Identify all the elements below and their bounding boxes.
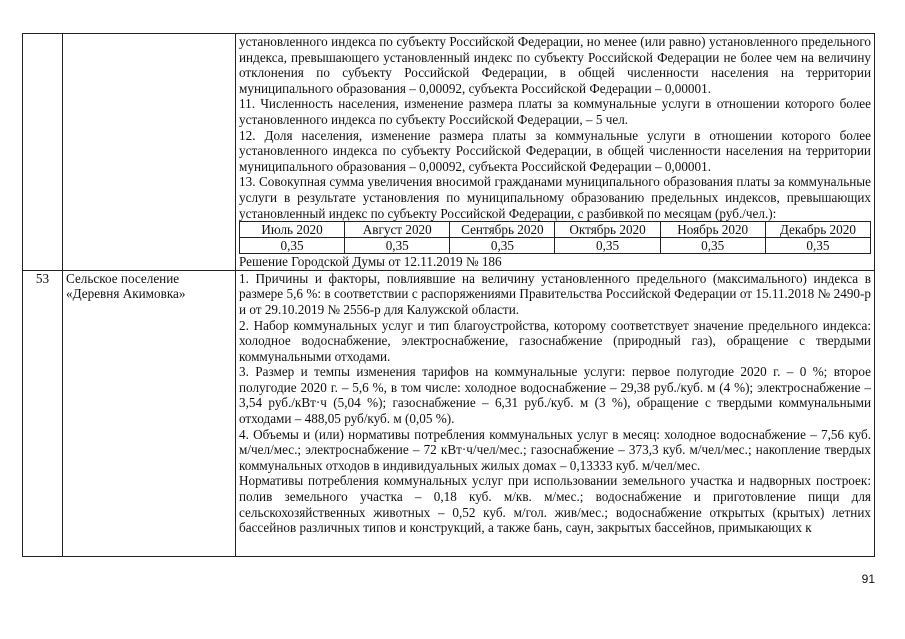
- month-value: 0,35: [555, 238, 660, 254]
- paragraph: 13. Совокупная сумма увеличения вносимой гражданами муниципального образования платы за коммунальные услуги в результате установления по муниципальному образованию предельных индексов, превышающих установленный индекс по субъекту Российской Федерации, с разбивкой по месяцам (руб./чел.):: [239, 174, 871, 221]
- month-value: 0,35: [765, 238, 870, 254]
- month-header: Август 2020: [345, 222, 450, 238]
- row-content-cell: [236, 270, 875, 556]
- paragraph: Нормативы потребления коммунальных услуг при использовании земельного участка и надворных построек: полив земельного участка – 0,18 куб. м/кв. м/мес.; водоснабжение и приготовление пищи для сельскохозяйственных животных – 0,52 куб. м/гол. жив/мес.; водоснабжение открытых (крытых) летних бассейнов различных типов и конструкций, а также бань, саун, закрытых бассейнов, примыкающих к: [239, 473, 871, 536]
- month-header-row: [240, 222, 871, 238]
- row-name-cell: Сельское поселение «Деревня Акимовка»: [63, 270, 236, 556]
- document-table: [22, 33, 875, 557]
- row-number-cell: [23, 34, 63, 271]
- paragraph: 11. Численность населения, изменение размера платы за коммунальные услуги в отношении которого более установленного индекса по субъекту Российской Федерации, – 5 чел.: [239, 96, 871, 127]
- month-header: Сентябрь 2020: [450, 222, 555, 238]
- page-number: 91: [861, 572, 875, 586]
- paragraph: 1. Причины и факторы, повлиявшие на величину установленного предельного (максимального) индекса в размере 5,6 %: в соответствии с распоряжениями Правительства Российской Федерации от 15.11.2018 № 2490-р и от 29.10.2019 № 2556-р для Калужской области.: [239, 270, 871, 317]
- paragraph: установленного индекса по субъекту Российской Федерации, но менее (или равно) установленного предельного индекса, превышающего установленный индекс по субъекту Российской Федерации не более чем на величину отклонения по субъекту Российской Федерации, в общей численности населения на территории муниципального образования – 0,00092, субъекта Российской Федерации – 0,00001.: [239, 34, 871, 96]
- month-header: Июль 2020: [240, 222, 345, 238]
- month-header: Октябрь 2020: [555, 222, 660, 238]
- monthly-increase-table: [239, 221, 871, 254]
- month-value-row: [240, 238, 871, 254]
- paragraph: 4. Объемы и (или) нормативы потребления коммунальных услуг в месяц: холодное водоснабжение – 7,56 куб. м/чел/мес.; электроснабжение – 72 кВт·ч/чел/мес.; газоснабжение – 373,3 куб. м/чел/мес.; накопление твердых коммунальных отходов в индивидуальных жилых домах – 0,13333 куб. м/чел/мес.: [239, 426, 871, 473]
- month-value: 0,35: [660, 238, 765, 254]
- table-row: [23, 270, 875, 556]
- month-value: 0,35: [240, 238, 345, 254]
- decision-reference: Решение Городской Думы от 12.11.2019 № 186: [239, 254, 502, 270]
- table-row: [23, 34, 875, 271]
- month-header: Ноябрь 2020: [660, 222, 765, 238]
- month-header: Декабрь 2020: [765, 222, 870, 238]
- row-name-cell: [63, 34, 236, 271]
- month-value: 0,35: [345, 238, 450, 254]
- paragraph: 3. Размер и темпы изменения тарифов на коммунальные услуги: первое полугодие 2020 г. – 0 %; второе полугодие 2020 г. – 5,6 %, в том числе: холодное водоснабжение – 29,38 руб./куб. м (4 %); электроснабжение – 3,54 руб./кВт·ч (5,04 %); газоснабжение – 6,31 руб./куб. м (3 %), обращение с твердыми коммунальными отходами – 488,05 руб/куб. м (0,05 %).: [239, 364, 871, 427]
- row-content-clip: [239, 271, 871, 556]
- month-value: 0,35: [450, 238, 555, 254]
- paragraph: 2. Набор коммунальных услуг и тип благоустройства, которому соответствует значение предельного индекса: холодное водоснабжение, электроснабжение, газоснабжение (природный газ), обращение с твердыми коммунальными отходами.: [239, 317, 871, 364]
- row-content-cell: [236, 34, 875, 271]
- paragraph: 12. Доля населения, изменение размера платы за коммунальные услуги в отношении которого более установленного индекса по субъекту Российской Федерации, в общей численности населения на территории муниципального образования – 0,00092, субъекта Российской Федерации – 0,00001.: [239, 127, 871, 174]
- row-number-cell: 53: [23, 270, 63, 556]
